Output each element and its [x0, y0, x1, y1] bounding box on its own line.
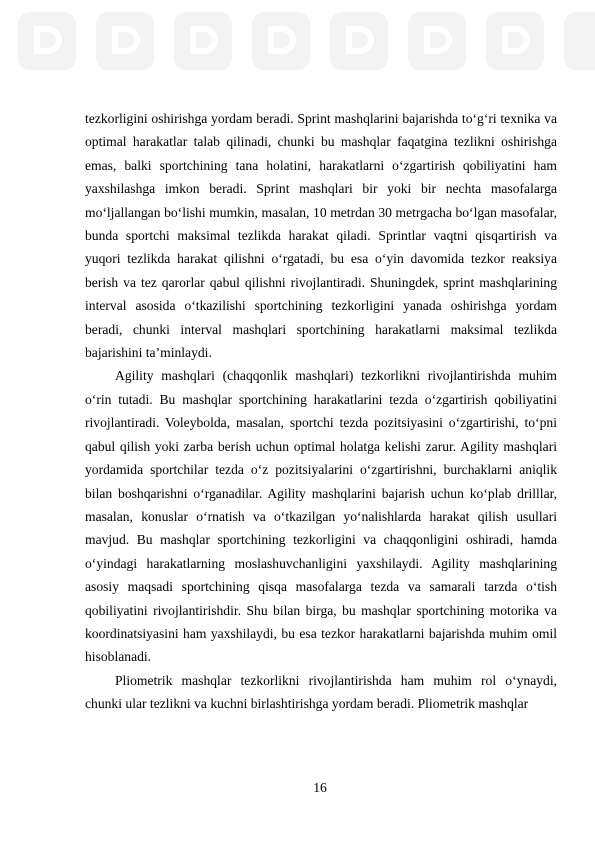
watermark-logo-row	[0, 0, 595, 90]
body-text	[85, 107, 557, 716]
paragraph-agility-exercises: Agility mashqlari (chaqqonlik mashqlari) tezkorlikni rivojlantirishda muhim o‘rin tutadi. Bu mashqlar sportchining harakatlarini tezda o‘zgartirish qobiliyatini rivojlantiradi. Voleybolda, masalan, sportchi tezda pozitsiyasini o‘zgartirishi, to‘pni qabul qilish yoki zarba berish uchun optimal holatga kelishi zarur. Agility mashqlari yordamida sportchilar tezda o‘z pozitsiyalarini o‘zgartirishni, burchaklarni aniqlik bilan boshqarishni o‘rganadilar. Agility mashqlarini bajarish uchun ko‘plab drilllar, masalan, konuslar o‘rnatish va o‘tkazilgan yo‘nalishlarda harakat qilish usullari mavjud. Bu mashqlar sportchining tezkorligini va chaqqonligini oshiradi, hamda o‘yindagi harakatlarning moslashuvchanligini yaxshilaydi. Agility mashqlarining asosiy maqsadi sportchining qisqa masofalarga tezda va samarali tarzda o‘tish qobiliyatini rivojlantirishdir. Shu bilan birga, bu mashqlar sportchining motorika va koordinatsiyasini ham yaxshilaydi, bu esa tezkor harakatlarni bajarishda muhim omil hisoblanadi.	[85, 368, 557, 665]
paragraph-plyometric-exercises: Pliometrik mashqlar tezkorlikni rivojlantirishda ham muhim rol o‘ynaydi, chunki ular tezlikni va kuchni birlashtirishga yordam beradi. Pliometrik mashqlar	[85, 672, 557, 712]
paragraph-sprint-continuation: tezkorligini oshirishga yordam beradi. Sprint mashqlarini bajarishda to‘g‘ri texnika va optimal harakatlar talab qilinadi, chunki bu mashqlar faqatgina tezlikni oshirishga emas, balki sportchining tana holatini, harakatlarni o‘zgartirish qobiliyatini ham yaxshilashga imkon beradi. Sprint mashqlari bir yoki bir nechta masofalarga mo‘ljallangan bo‘lishi mumkin, masalan, 10 metrdan 30 metrgacha bo‘lgan masofalar, bunda sportchi maksimal tezlikda harakat qiladi. Sprintlar vaqtni qisqartirish va yuqori tezlikda harakat qilishni o‘rgatadi, bu esa o‘yin davomida tezkor reaksiya berish va tez qarorlar qabul qilishni rivojlantiradi. Shuningdek, sprint mashqlarining interval asosida o‘tkazilishi sportchining tezkorligini yanada oshirishga yordam beradi, chunki interval mashqlari sportchining harakatlarni maksimal tezlikda bajarishini ta’minlaydi.	[85, 111, 557, 361]
page-number: 16	[313, 780, 327, 795]
